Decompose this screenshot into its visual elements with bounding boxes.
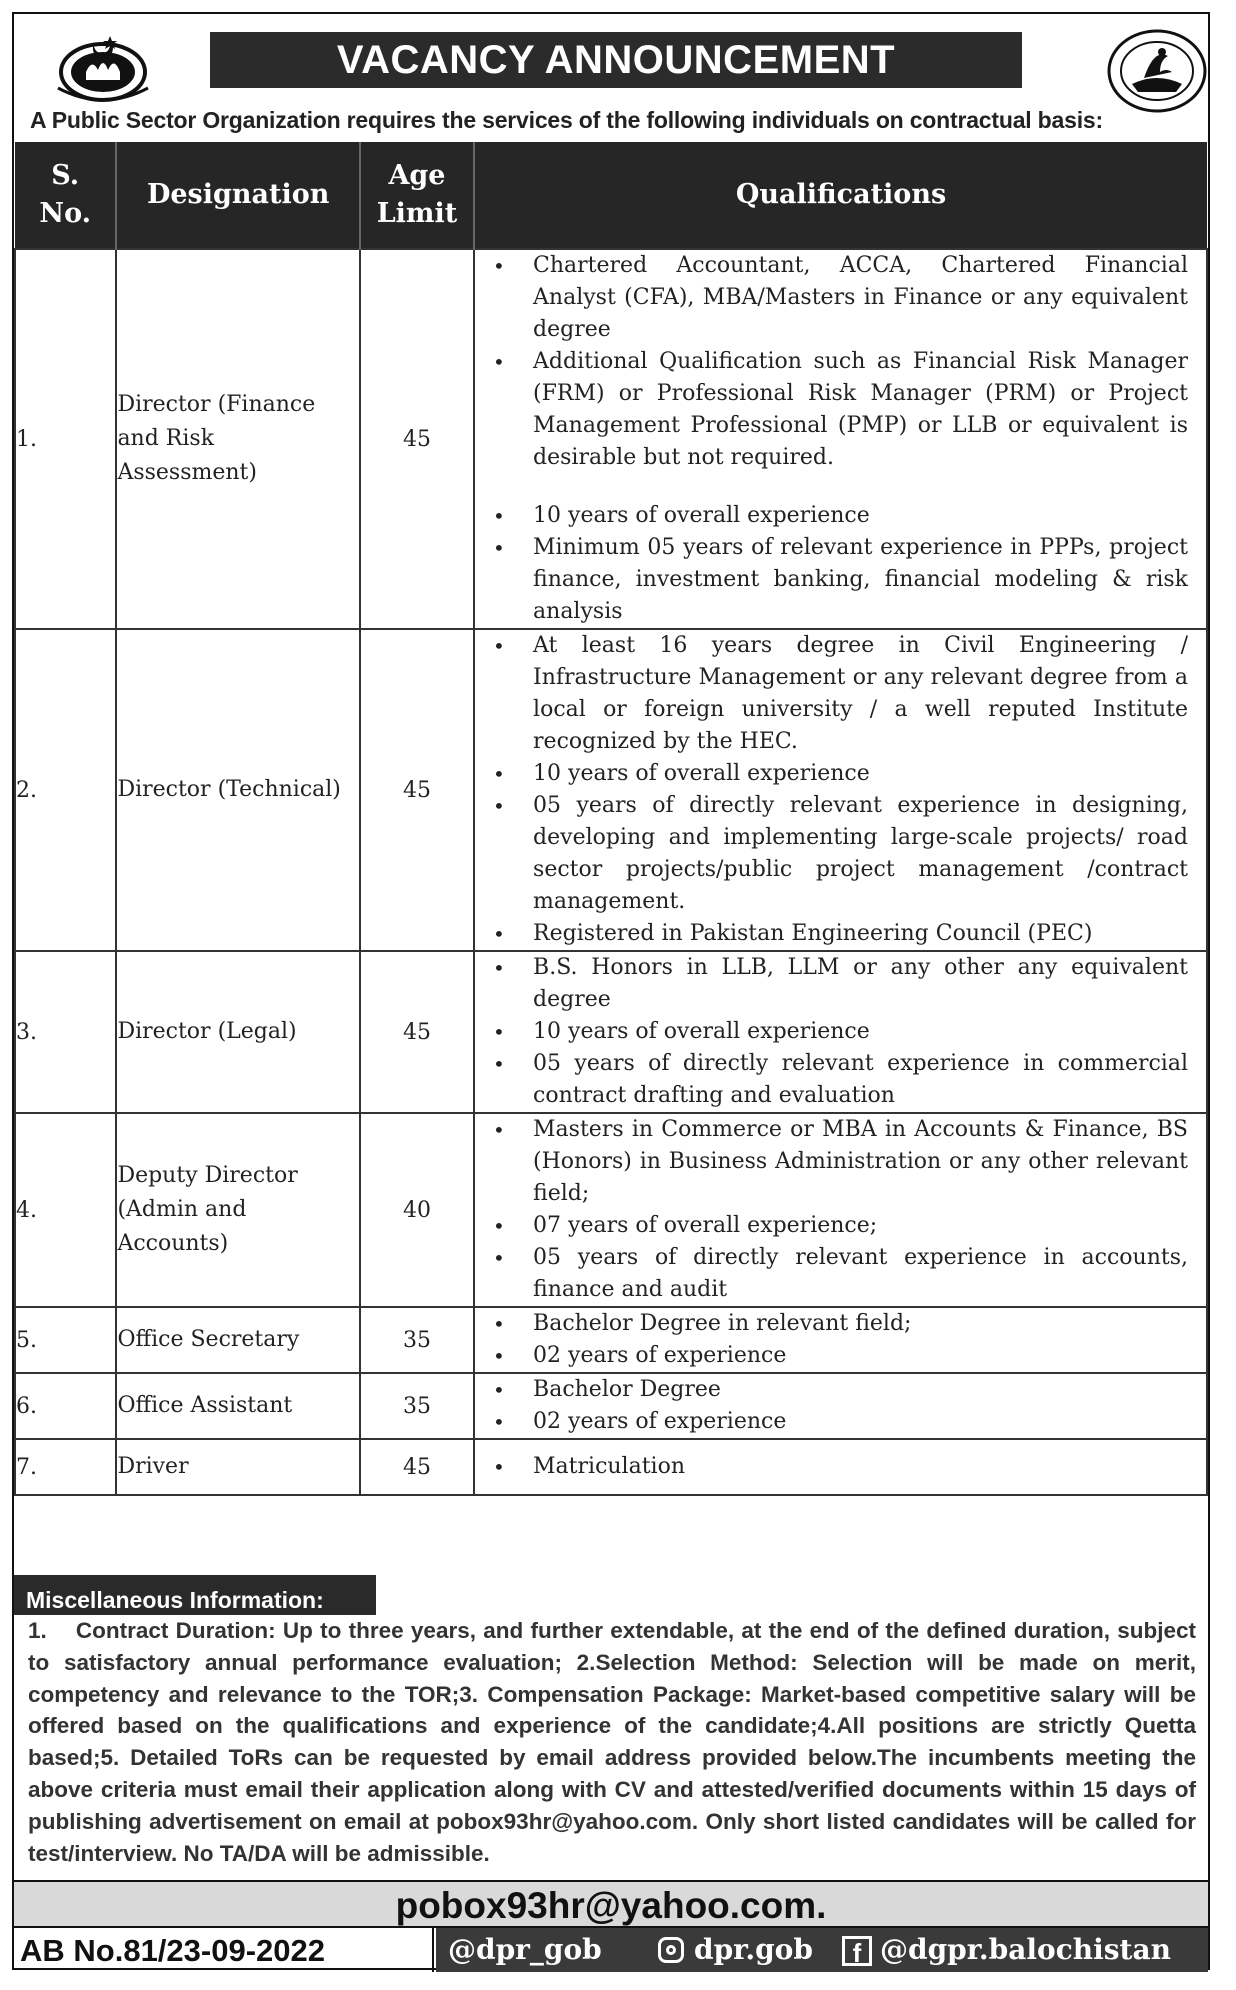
header-qualifications: Qualifications — [474, 142, 1207, 249]
balochistan-government-logo — [48, 28, 158, 104]
row-qualifications — [474, 629, 1207, 951]
dgpr-seal-logo — [1104, 26, 1210, 116]
qualification-item: • 02 years of experience — [533, 1406, 1188, 1438]
row-sno: 1. — [15, 249, 116, 629]
row-designation: Director (Finance and Risk Assessment) — [116, 249, 359, 629]
qualification-item: • Bachelor Degree — [533, 1374, 1188, 1406]
header-sno-line2: No. — [39, 198, 92, 229]
advertisement-page — [12, 12, 1210, 1970]
page-title: VACANCY ANNOUNCEMENT — [210, 32, 1022, 88]
twitter-handle[interactable]: @dpr_gob — [448, 1933, 602, 1966]
qualification-item: • Matriculation — [533, 1451, 1188, 1483]
header-age-line1: Age — [388, 160, 446, 191]
vacancy-table — [14, 142, 1208, 1496]
row-qualifications — [474, 249, 1207, 629]
row-qualifications — [474, 1113, 1207, 1307]
row-age: 40 — [360, 1113, 474, 1307]
table-row — [15, 629, 1207, 951]
row-designation: Director (Legal) — [116, 951, 359, 1113]
qualification-item: • 05 years of directly relevant experience in accounts, finance and audit — [533, 1242, 1188, 1306]
qualification-item: • Registered in Pakistan Engineering Council (PEC) — [533, 918, 1188, 950]
qualification-item: • Minimum 05 years of relevant experience in PPPs, project finance, investment banking, financial modeling & risk analysis — [533, 532, 1188, 628]
misc-text: 1. Contract Duration: Up to three years, and further extendable, at the end of the defined duration, subject to satisfactory annual performance evaluation; 2.Selection Method: Selection will be made on merit, competency and relevance to the TOR;3. Compensation Package: Market-based competitive salary will be offered based on the qualifications and experience of the candidate;4.All positions are strictly Quetta based;5. Detailed ToRs can be requested by email address provided below.The incumbents meeting the above criteria must email their application along with CV and attested/verified documents within 15 days of publishing advertisement on email at pobox93hr@yahoo.com. Only short listed candidates will be called for test/interview. No TA/DA will be admissible. — [28, 1618, 1196, 1866]
instagram-handle[interactable]: dpr.gob — [694, 1933, 813, 1966]
table-row — [15, 1439, 1207, 1495]
footer — [14, 1926, 1208, 1972]
row-age: 45 — [360, 1439, 474, 1495]
qualification-item: • Additional Qualification such as Financial Risk Manager (FRM) or Professional Risk Manager (PRM) or Project Management Professional (PMP) or LLB or equivalent is desirable but not required. — [533, 346, 1188, 474]
row-age: 45 — [360, 629, 474, 951]
row-age: 35 — [360, 1373, 474, 1439]
table-row — [15, 951, 1207, 1113]
facebook-icon: f — [842, 1936, 872, 1966]
contact-email[interactable]: pobox93hr@yahoo.com. — [14, 1880, 1208, 1928]
qualification-item: • 02 years of experience — [533, 1340, 1188, 1372]
row-qualifications — [474, 1439, 1207, 1495]
qualification-item: • At least 16 years degree in Civil Engineering / Infrastructure Management or any relevant degree from a local or foreign university / a well reputed Institute recognized by the HEC. — [533, 630, 1188, 758]
qualification-item: • 05 years of directly relevant experience in designing, developing and implementing large-scale projects/ road sector projects/public project management /contract management. — [533, 790, 1188, 918]
row-designation: Office Secretary — [116, 1307, 359, 1373]
table-row — [15, 1307, 1207, 1373]
header-age-limit — [360, 142, 474, 249]
facebook-handle[interactable]: @dgpr.balochistan — [880, 1933, 1171, 1966]
header-designation: Designation — [116, 142, 359, 249]
table-row — [15, 249, 1207, 629]
row-sno: 2. — [15, 629, 116, 951]
header-age-line2: Limit — [376, 198, 458, 229]
row-sno: 5. — [15, 1307, 116, 1373]
qualification-item: • Bachelor Degree in relevant field; — [533, 1308, 1188, 1340]
instagram-icon — [658, 1937, 684, 1963]
row-designation: Office Assistant — [116, 1373, 359, 1439]
qualification-item: • Masters in Commerce or MBA in Accounts & Finance, BS (Honors) in Business Administration or any other relevant field; — [533, 1114, 1188, 1210]
row-designation: Deputy Director (Admin and Accounts) — [116, 1113, 359, 1307]
row-age: 45 — [360, 951, 474, 1113]
row-designation: Driver — [116, 1439, 359, 1495]
qualification-item: • 10 years of overall experience — [533, 1016, 1188, 1048]
qualification-item: • 10 years of overall experience — [533, 500, 1188, 532]
table-row — [15, 1373, 1207, 1439]
row-age: 45 — [360, 249, 474, 629]
row-sno: 6. — [15, 1373, 116, 1439]
qualification-item: • 05 years of directly relevant experience in commercial contract drafting and evaluation — [533, 1048, 1188, 1112]
intro-text: A Public Sector Organization requires the services of the following individuals on contractual basis: — [30, 107, 1103, 133]
row-qualifications — [474, 1373, 1207, 1439]
qualification-item: • B.S. Honors in LLB, LLM or any other any equivalent degree — [533, 952, 1188, 1016]
table-header-row — [15, 142, 1207, 249]
row-qualifications — [474, 1307, 1207, 1373]
row-sno: 7. — [15, 1439, 116, 1495]
misc-heading: Miscellaneous Information: — [14, 1575, 376, 1615]
header-sno — [15, 142, 116, 249]
ab-number: AB No.81/23-09-2022 — [14, 1928, 434, 1972]
qualification-item: • 10 years of overall experience — [533, 758, 1188, 790]
row-qualifications — [474, 951, 1207, 1113]
qualification-item: • Chartered Accountant, ACCA, Chartered Financial Analyst (CFA), MBA/Masters in Finance or any equivalent degree — [533, 250, 1188, 346]
table-row — [15, 1113, 1207, 1307]
row-sno: 3. — [15, 951, 116, 1113]
qualification-item: • 07 years of overall experience; — [533, 1210, 1188, 1242]
row-designation: Director (Technical) — [116, 629, 359, 951]
social-bar — [436, 1928, 1208, 1972]
header-sno-line1: S. — [51, 160, 80, 191]
row-age: 35 — [360, 1307, 474, 1373]
row-sno: 4. — [15, 1113, 116, 1307]
